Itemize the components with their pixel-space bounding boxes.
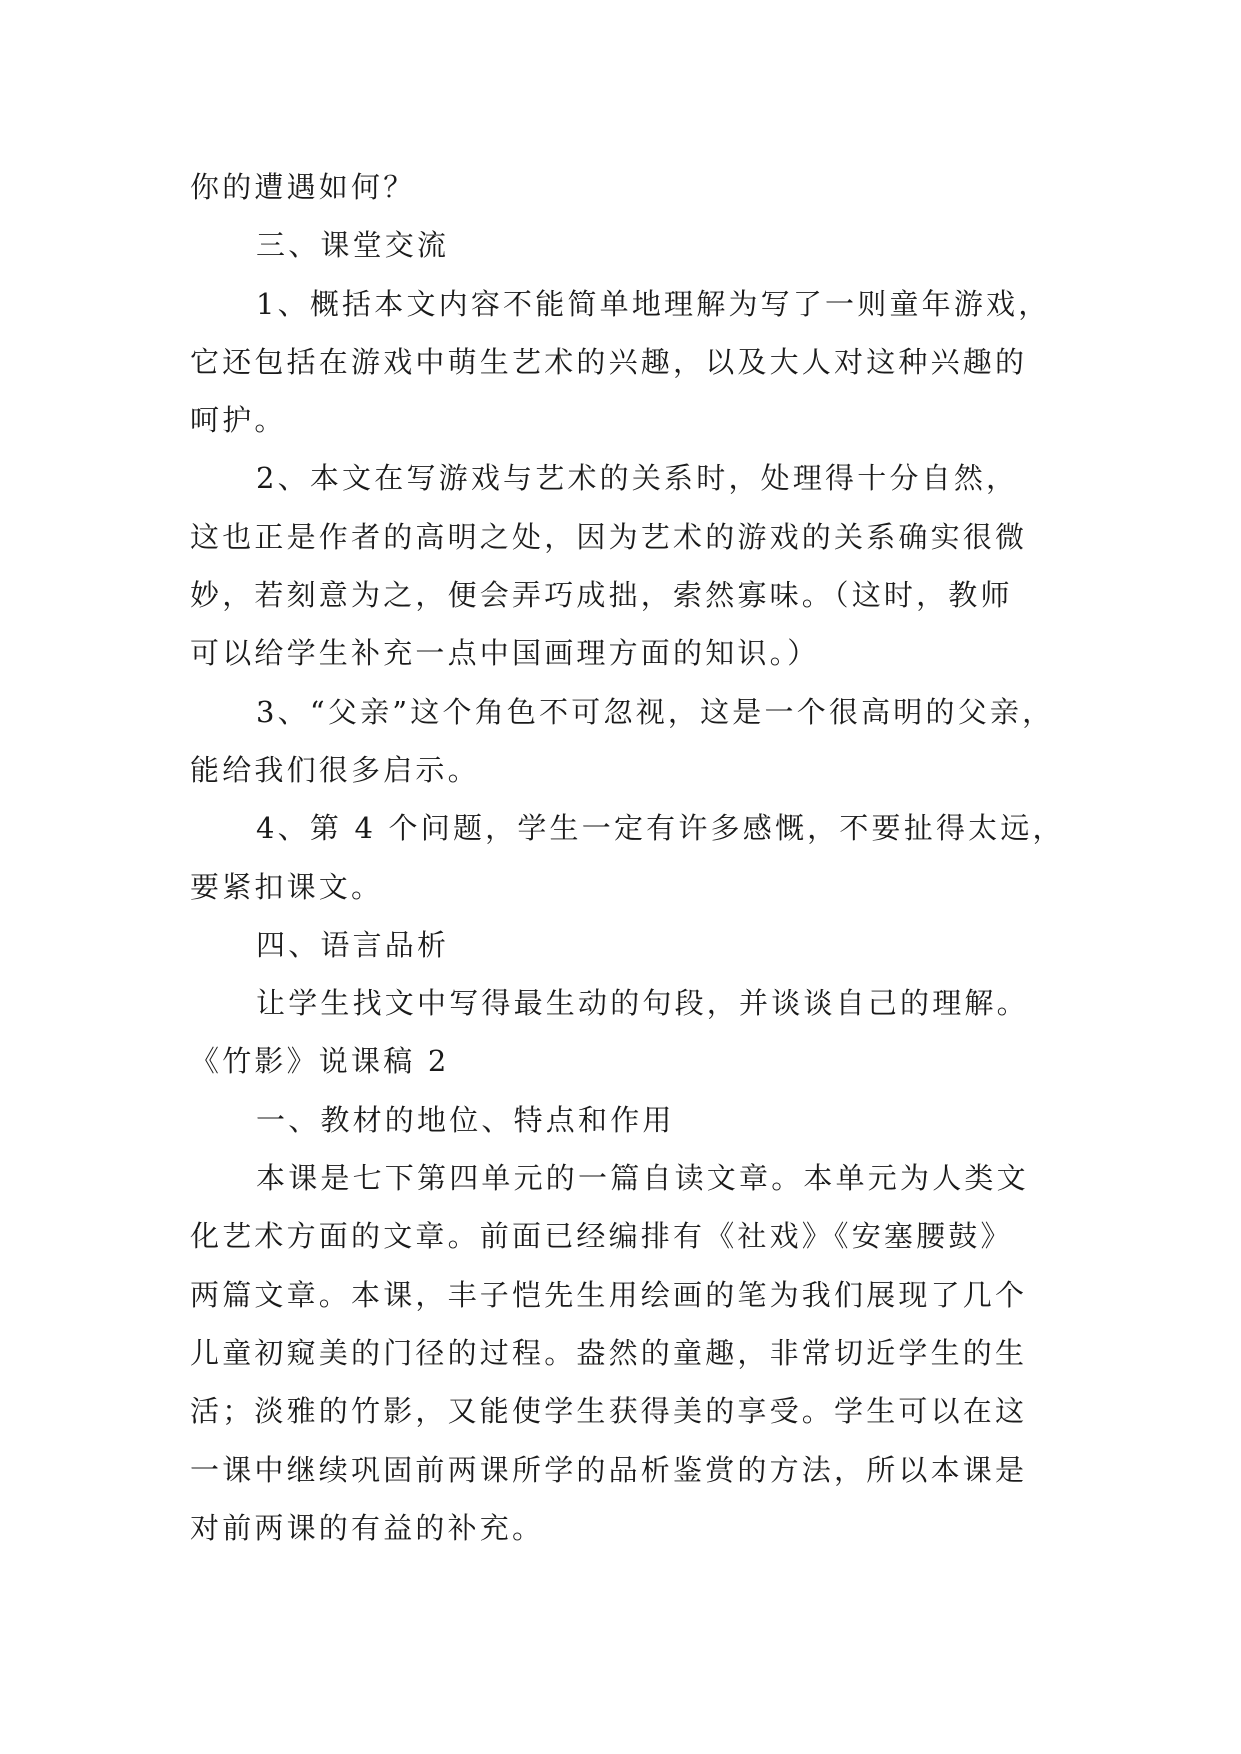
text-line: 化艺术方面的文章。前面已经编排有《社戏》《安塞腰鼓》 <box>190 1219 1013 1254</box>
text-line: 呵护。 <box>190 403 287 438</box>
text-line: 能给我们很多启示。 <box>190 752 480 787</box>
text-line: 1、概括本文内容不能简单地理解为写了一则童年游戏， <box>256 286 1051 321</box>
section-heading: 三、课堂交流 <box>256 228 450 263</box>
text-line: 活；淡雅的竹影，又能使学生获得美的享受。学生可以在这 <box>190 1394 1028 1429</box>
text-line: 一课中继续巩固前两课所学的品析鉴赏的方法，所以本课是 <box>190 1452 1028 1487</box>
text-line: 本课是七下第四单元的一篇自读文章。本单元为人类文 <box>256 1161 1029 1196</box>
text-line: 2、本文在写游戏与艺术的关系时，处理得十分自然， <box>256 461 1019 496</box>
text-line: 儿童初窥美的门径的过程。盎然的童趣，非常切近学生的生 <box>190 1335 1028 1370</box>
text-line: 它还包括在游戏中萌生艺术的兴趣，以及大人对这种兴趣的 <box>190 344 1028 379</box>
document-body <box>190 158 1070 1557</box>
text-line: 3、“父亲”这个角色不可忽视，这是一个很高明的父亲， <box>256 694 1055 729</box>
text-line: 妙，若刻意为之，便会弄巧成拙，索然寡味。（这时，教师 <box>190 578 1013 613</box>
section-heading: 一、教材的地位、特点和作用 <box>256 1102 675 1137</box>
text-line: 你的遭遇如何？ <box>190 170 416 204</box>
text-line: 4、第 4 个问题，学生一定有许多感慨，不要扯得太远， <box>256 811 1065 846</box>
text-line: 两篇文章。本课，丰子恺先生用绘画的笔为我们展现了几个 <box>190 1277 1028 1312</box>
text-line: 让学生找文中写得最生动的句段，并谈谈自己的理解。 <box>256 986 1029 1021</box>
text-line: 可以给学生补充一点中国画理方面的知识。） <box>190 636 820 671</box>
section-heading: 四、语言品析 <box>256 927 450 962</box>
text-line: 要紧扣课文。 <box>190 869 384 904</box>
document-title: 《竹影》说课稿 2 <box>190 1044 450 1079</box>
text-line: 对前两课的有益的补充。 <box>190 1510 545 1545</box>
text-line: 这也正是作者的高明之处，因为艺术的游戏的关系确实很微 <box>190 519 1028 554</box>
